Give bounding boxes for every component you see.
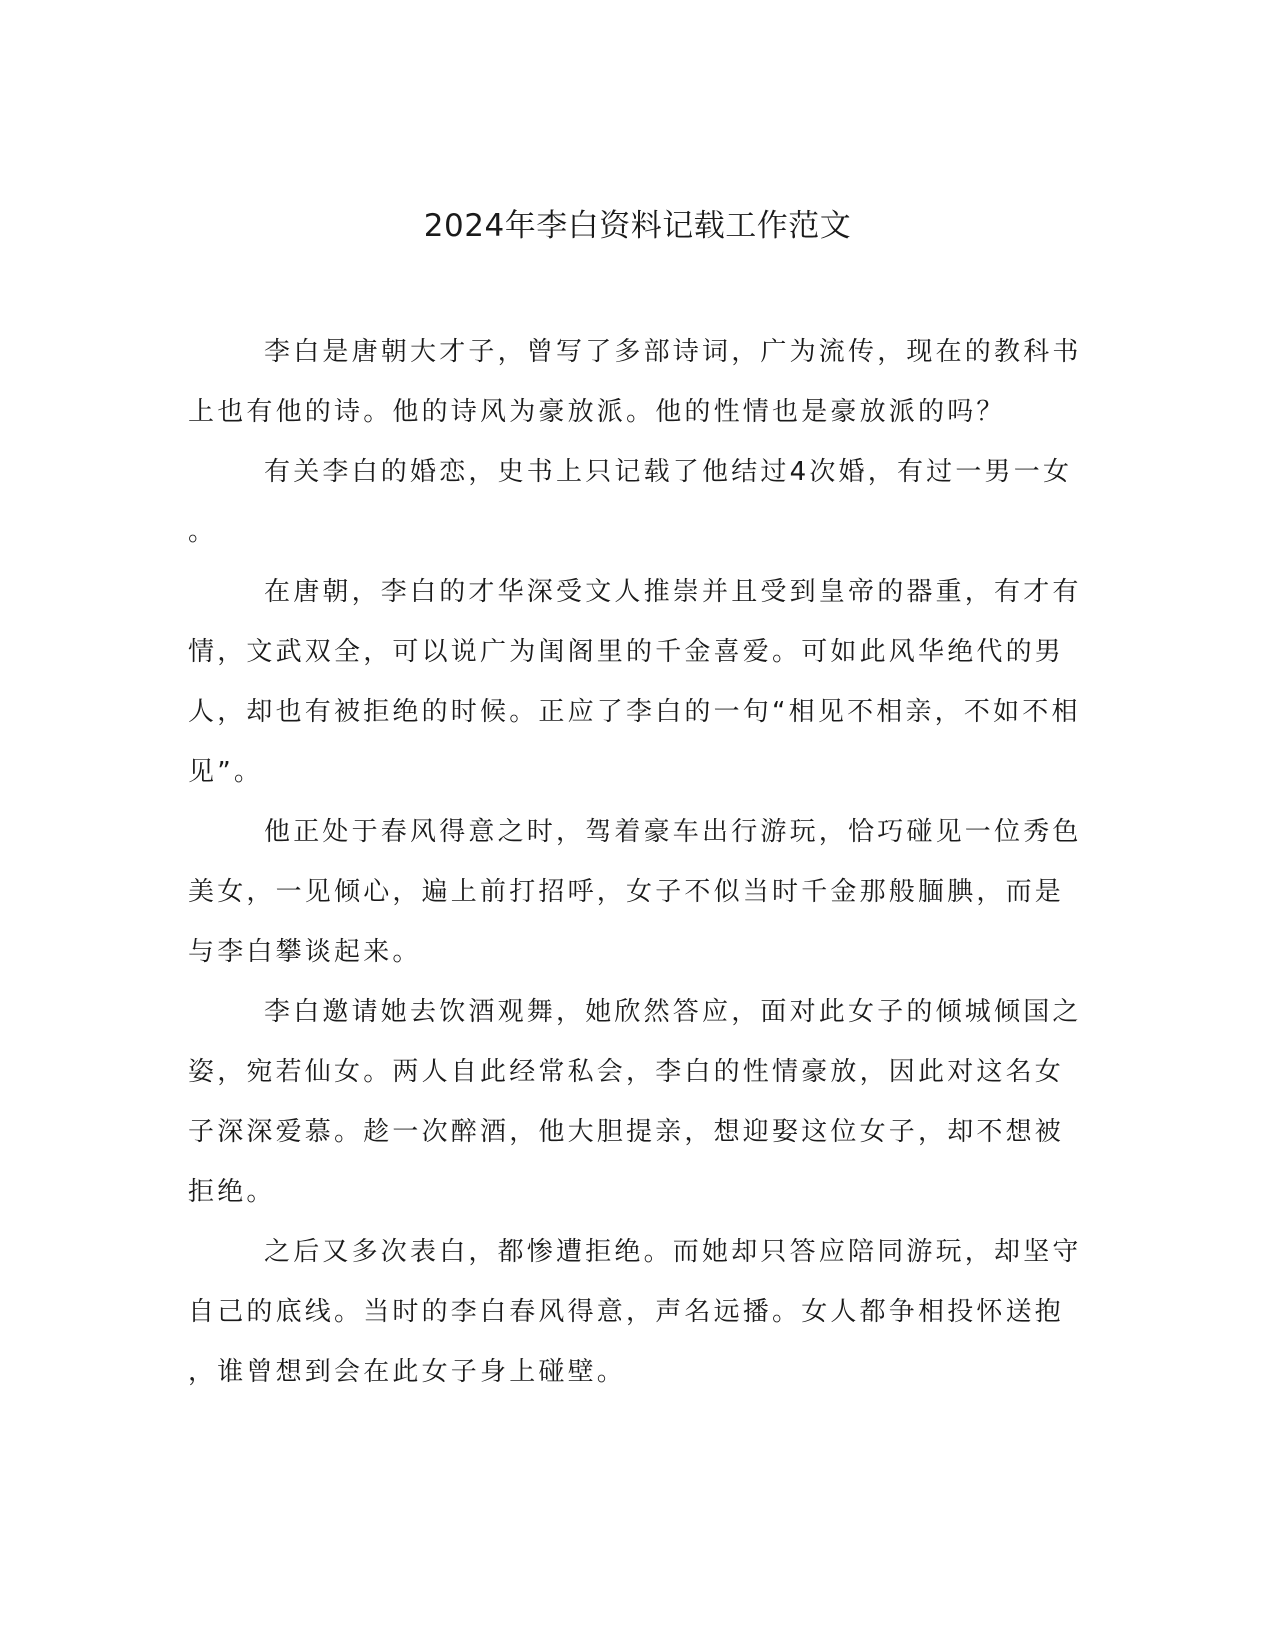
paragraph-line: 美女，一见倾心，遍上前打招呼，女子不似当时千金那般腼腆，而是: [188, 877, 1065, 907]
paragraph-line: 上也有他的诗。他的诗风为豪放派。他的性情也是豪放派的吗？: [188, 397, 1006, 427]
paragraph-line: 与李白攀谈起来。: [188, 937, 422, 967]
paragraph-line: 在唐朝，李白的才华深受文人推崇并且受到皇帝的器重，有才有: [264, 577, 1082, 607]
paragraph-3: [188, 562, 1082, 802]
paragraph-line: 情，文武双全，可以说广为闺阁里的千金喜爱。可如此风华绝代的男: [188, 637, 1065, 667]
document-title: 2024年李白资料记载工作范文: [423, 208, 852, 244]
paragraph-line: 姿，宛若仙女。两人自此经常私会，李白的性情豪放，因此对这名女: [188, 1057, 1065, 1087]
document-body: [188, 322, 1082, 1402]
paragraph-line: ，谁曾想到会在此女子身上碰壁。: [188, 1357, 627, 1387]
paragraph-line: 他正处于春风得意之时，驾着豪车出行游玩，恰巧碰见一位秀色: [264, 817, 1082, 847]
paragraph-6: [188, 1222, 1082, 1402]
paragraph-line: 拒绝。: [188, 1177, 276, 1207]
paragraph-4: [188, 802, 1082, 982]
paragraph-1: [188, 322, 1082, 442]
paragraph-line: 之后又多次表白，都惨遭拒绝。而她却只答应陪同游玩，却坚守: [264, 1237, 1082, 1267]
paragraph-line: 自己的底线。当时的李白春风得意，声名远播。女人都争相投怀送抱: [188, 1297, 1065, 1327]
paragraph-5: [188, 982, 1082, 1222]
paragraph-line: 见”。: [188, 757, 264, 787]
paragraph-2: [188, 442, 1073, 562]
paragraph-line: 人，却也有被拒绝的时候。正应了李白的一句“相见不相亲，不如不相: [188, 697, 1081, 727]
paragraph-line: 。: [188, 517, 218, 547]
paragraph-line: 李白邀请她去饮酒观舞，她欣然答应，面对此女子的倾城倾国之: [264, 997, 1082, 1027]
paragraph-line: 李白是唐朝大才子，曾写了多部诗词，广为流传，现在的教科书: [264, 337, 1082, 367]
paragraph-line: 子深深爱慕。趁一次醉酒，他大胆提亲，想迎娶这位女子，却不想被: [188, 1117, 1065, 1147]
paragraph-line: 有关李白的婚恋，史书上只记载了他结过4次婚，有过一男一女: [264, 457, 1073, 487]
